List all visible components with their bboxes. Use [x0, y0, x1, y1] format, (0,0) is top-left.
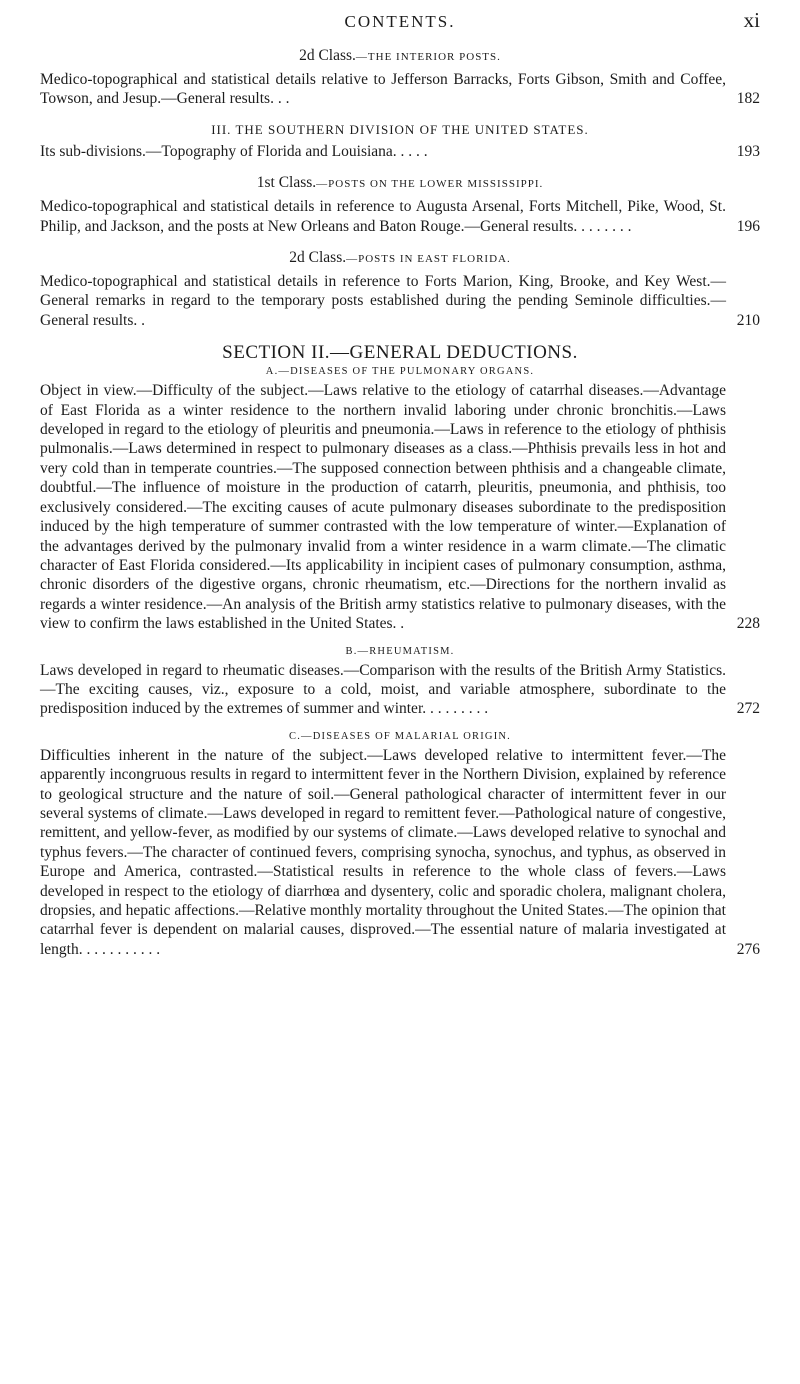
- subsection-heading-malarial: C.—DISEASES OF MALARIAL ORIGIN.: [288, 730, 512, 742]
- entry-page: 276: [736, 940, 760, 958]
- page-number: xi: [743, 8, 760, 32]
- toc-entry-rheumatism: [40, 661, 760, 719]
- entry-text: Its sub-divisions.—Topography of Florida and Louisiana. . . . .: [40, 142, 428, 160]
- toc-entry-east-florida: [40, 272, 760, 330]
- entry-page: 210: [736, 311, 760, 329]
- toc-entry-interior-posts: [40, 70, 760, 109]
- entry-text: Medico-topographical and statistical details relative to Jefferson Barracks, Forts Gibson, Smith and Coffee, Towson, and Jesup.—General results. . .: [40, 71, 726, 108]
- entry-text: Medico-topographical and statistical details in reference to Augusta Arsenal, Forts Mitchell, Pike, Wood, St. Philip, and Jackson, and the posts at New Orleans and Baton Rouge.—General results. . . . . . . .: [40, 198, 726, 235]
- running-head: [40, 6, 760, 36]
- toc-entry-southern-subdivisions: [40, 142, 760, 161]
- toc-entry-lower-mississippi: [40, 197, 760, 236]
- subsection-heading-rheumatism: B.—RHEUMATISM.: [345, 645, 455, 657]
- entry-text: Difficulties inherent in the nature of the subject.—Laws developed relative to intermittent fever.—The apparently incongruous results in regard to intermittent fever in the Northern Division, explained by reference to geological structure and the nature of soil.—General pathological character of intermittent fever in our several systems of climate.—Laws developed in regard to remittent fever.—Pathological nature of congestive, remittent, and yellow-fever, as modified by our systems of climate.—Laws developed relative to synochal and typhus fevers.—The character of continued fevers, comprising synocha, synochus, and typhus, as observed in Europe and America, contrasted.—Statistical results in reference to the whole class of fevers.—Laws developed in respect to the etiology of diarrhœa and dysentery, colic and sporadic cholera, malignant cholera, dropsies, and hepatic affections.—Relative monthly mortality throughout the United States.—The opinion that catarrhal fever is dependent on malarial causes, disproved.—The essential nature of malaria investigated at length. . . . . . . . . . .: [40, 746, 726, 958]
- class-label: 2d Class.: [289, 249, 347, 267]
- class-subtitle: —POSTS ON THE LOWER MISSISSIPPI.: [316, 178, 544, 191]
- subsection-heading-pulmonary: A.—DISEASES OF THE PULMONARY ORGANS.: [265, 366, 535, 378]
- class-subtitle: —THE INTERIOR POSTS.: [355, 51, 501, 63]
- entry-page: 193: [736, 142, 760, 160]
- class-heading-interior: [40, 46, 760, 67]
- entry-text: Object in view.—Difficulty of the subject.—Laws relative to the etiology of catarrhal diseases.—Advantage of East Florida as a winter residence to the northern invalid laboring under chronic bronchitis.—Laws developed in regard to the etiology of pleuritis and pneumonia.—Laws in reference to the etiology of phthisis pulmonalis.—Laws determined in respect to pulmonary diseases as a class.—Phthisis prevails less in hot and very cold than in temperate countries.—The supposed connection between phthisis and a changeable climate, doubtful.—The influence of moisture in the production of catarrh, pleuritis, pneumonia, and phthisis, too exclusively considered.—The exciting causes of acute pulmonary diseases subordinate to the predisposition induced by the high temperature of summer contrasted with the low temperature of winter.—Explanation of the advantages derived by the pulmonary invalid from a winter residence in a warm climate.—The climatic character of East Florida considered.—Its applicability in incipient cases of pulmonary consumption, asthma, chronic disorders of the digestive organs, chronic rheumatism, etc.—Directions for the northern invalid as regards a winter residence.—An analysis of the British army statistics relative to pulmonary diseases, with the view to confirm the laws established in the United States. .: [40, 382, 726, 633]
- entry-page: 196: [736, 217, 760, 235]
- class-label: 1st Class.: [256, 174, 317, 192]
- entry-text: Laws developed in regard to rheumatic diseases.—Comparison with the results of the British Army Statistics.—The exciting causes, viz., exposure to a cold, moist, and variable atmosphere, subordinate to the predisposition induced by the extremes of summer and winter. . . . . . . . .: [40, 661, 726, 718]
- toc-entry-malarial: [40, 746, 760, 959]
- division-heading-southern: III. THE SOUTHERN DIVISION OF THE UNITED STATES.: [211, 121, 589, 137]
- toc-entry-pulmonary: [40, 381, 760, 633]
- class-label: 2d Class.: [299, 47, 356, 64]
- contents-body: [40, 46, 760, 971]
- entry-page: 228: [736, 615, 760, 633]
- section-heading-general-deductions: SECTION II.—GENERAL DEDUCTIONS.: [222, 342, 578, 364]
- entry-page: 272: [736, 700, 760, 718]
- class-subtitle: —POSTS IN EAST FLORIDA.: [346, 253, 511, 266]
- class-heading-lower-mississippi: [40, 173, 760, 194]
- class-heading-east-florida: [40, 248, 760, 269]
- running-title: CONTENTS.: [344, 12, 456, 31]
- entry-text: Medico-topographical and statistical details in reference to Forts Marion, King, Brooke, and Key West.—General remarks in regard to the temporary posts established during the pending Seminole difficulties.—General results. .: [40, 273, 726, 329]
- entry-page: 182: [736, 90, 760, 108]
